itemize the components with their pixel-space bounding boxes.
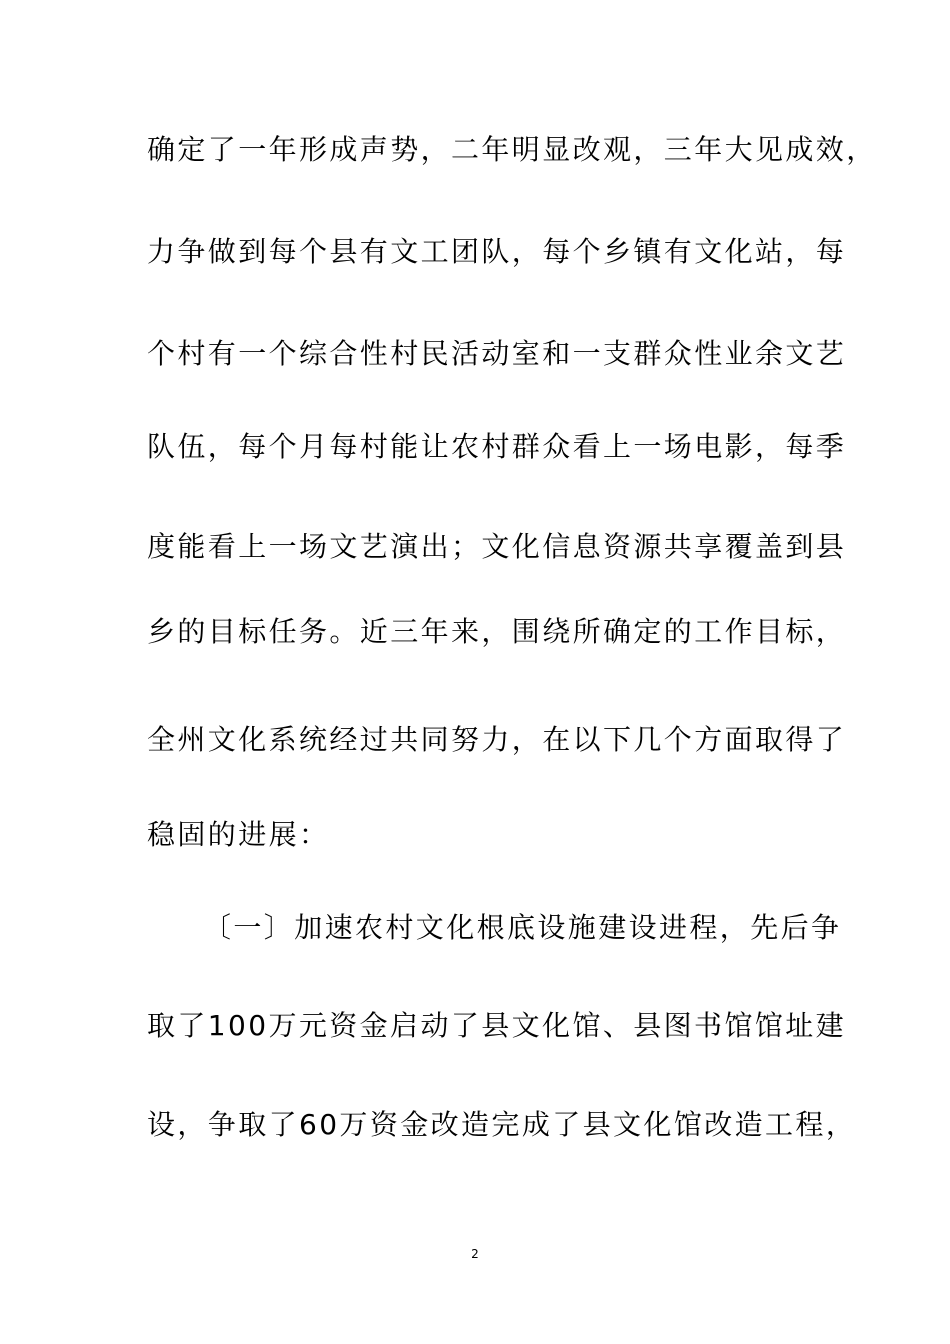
body-text-line: 力争做到每个县有文工团队，每个乡镇有文化站，每 [147, 235, 847, 268]
paragraph-first-line: 〔一〕加速农村文化根底设施建设进程，先后争 [203, 911, 842, 944]
body-text-line: 设，争取了60万资金改造完成了县文化馆改造工程， [147, 1108, 857, 1141]
body-text-line: 乡的目标任务。近三年来，围绕所确定的工作目标， [147, 615, 847, 648]
body-text-line: 队伍，每个月每村能让农村群众看上一场电影，每季 [147, 430, 847, 463]
body-text-line: 个村有一个综合性村民活动室和一支群众性业余文艺 [147, 337, 847, 370]
page-number: 2 [471, 1247, 479, 1261]
body-text-line: 稳固的进展： [147, 818, 330, 851]
body-text-line: 全州文化系统经过共同努力，在以下几个方面取得了 [147, 723, 847, 756]
body-text-line: 确定了一年形成声势，二年明显改观，三年大见成效， [147, 133, 877, 166]
body-text-line: 取了100万元资金启动了县文化馆、县图书馆馆址建 [147, 1009, 847, 1042]
body-text-line: 度能看上一场文艺演出；文化信息资源共享覆盖到县 [147, 530, 847, 563]
